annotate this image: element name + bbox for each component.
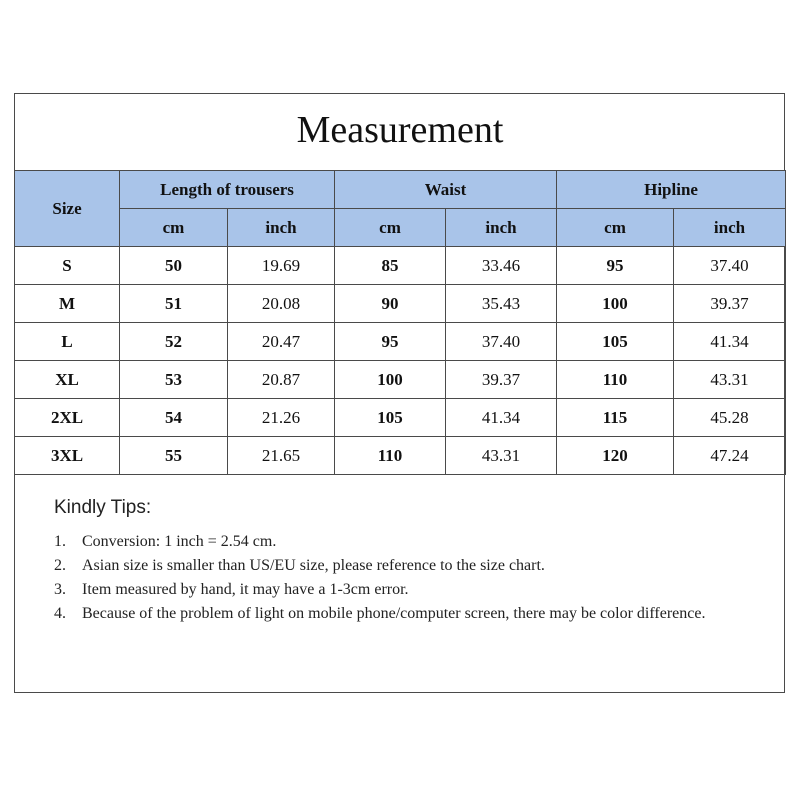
table-cell: 19.69 <box>228 247 335 285</box>
table-cell: 33.46 <box>446 247 557 285</box>
table-cell: 90 <box>335 285 446 323</box>
table-cell: 39.37 <box>446 361 557 399</box>
size-cell: L <box>15 323 120 361</box>
table-row <box>15 247 786 285</box>
tip-item <box>54 602 714 626</box>
tip-item <box>54 578 714 602</box>
size-cell: 2XL <box>15 399 120 437</box>
tip-number: 1. <box>54 533 66 550</box>
unit-header: cm <box>335 209 446 247</box>
tip-number: 4. <box>54 605 66 622</box>
table-cell: 110 <box>335 437 446 475</box>
table-cell: 43.31 <box>674 361 786 399</box>
table-cell: 105 <box>557 323 674 361</box>
table-row <box>15 399 786 437</box>
table-row <box>15 323 786 361</box>
table-cell: 43.31 <box>446 437 557 475</box>
table-cell: 20.87 <box>228 361 335 399</box>
unit-header: inch <box>674 209 786 247</box>
table-cell: 47.24 <box>674 437 786 475</box>
table-cell: 85 <box>335 247 446 285</box>
size-cell: XL <box>15 361 120 399</box>
table-cell: 110 <box>557 361 674 399</box>
table-cell: 37.40 <box>674 247 786 285</box>
unit-header: cm <box>120 209 228 247</box>
size-cell: M <box>15 285 120 323</box>
table-cell: 50 <box>120 247 228 285</box>
tip-text: Item measured by hand, it may have a 1-3cm error. <box>82 581 409 598</box>
tip-number: 2. <box>54 557 66 574</box>
table-row <box>15 285 786 323</box>
table-cell: 95 <box>335 323 446 361</box>
table-cell: 45.28 <box>674 399 786 437</box>
table-cell: 37.40 <box>446 323 557 361</box>
size-cell: S <box>15 247 120 285</box>
tip-text: Because of the problem of light on mobile phone/computer screen, there may be color difference. <box>82 605 706 622</box>
size-chart-table <box>14 170 786 475</box>
size-header: Size <box>15 171 120 247</box>
table-cell: 20.08 <box>228 285 335 323</box>
unit-header: inch <box>228 209 335 247</box>
table-cell: 20.47 <box>228 323 335 361</box>
tip-text: Conversion: 1 inch = 2.54 cm. <box>82 533 277 550</box>
length-header: Length of trousers <box>120 171 335 209</box>
table-row <box>15 361 786 399</box>
tip-number: 3. <box>54 581 66 598</box>
tips-title: Kindly Tips: <box>54 497 152 518</box>
unit-header: inch <box>446 209 557 247</box>
table-cell: 115 <box>557 399 674 437</box>
table-cell: 35.43 <box>446 285 557 323</box>
table-cell: 105 <box>335 399 446 437</box>
table-cell: 100 <box>335 361 446 399</box>
unit-header: cm <box>557 209 674 247</box>
unit-header-row <box>15 209 786 247</box>
tips-list <box>54 530 714 626</box>
table-cell: 21.65 <box>228 437 335 475</box>
table-cell: 100 <box>557 285 674 323</box>
table-cell: 53 <box>120 361 228 399</box>
hipline-header: Hipline <box>557 171 786 209</box>
table-cell: 95 <box>557 247 674 285</box>
table-cell: 39.37 <box>674 285 786 323</box>
tip-item <box>54 554 714 578</box>
tip-text: Asian size is smaller than US/EU size, please reference to the size chart. <box>82 557 545 574</box>
table-cell: 21.26 <box>228 399 335 437</box>
table-cell: 52 <box>120 323 228 361</box>
table-cell: 41.34 <box>674 323 786 361</box>
tip-item <box>54 530 714 554</box>
group-header-row <box>15 171 786 209</box>
table-cell: 41.34 <box>446 399 557 437</box>
table-row <box>15 437 786 475</box>
table-cell: 54 <box>120 399 228 437</box>
table-cell: 55 <box>120 437 228 475</box>
size-cell: 3XL <box>15 437 120 475</box>
table-cell: 120 <box>557 437 674 475</box>
table-cell: 51 <box>120 285 228 323</box>
page-title: Measurement <box>296 109 504 151</box>
waist-header: Waist <box>335 171 557 209</box>
